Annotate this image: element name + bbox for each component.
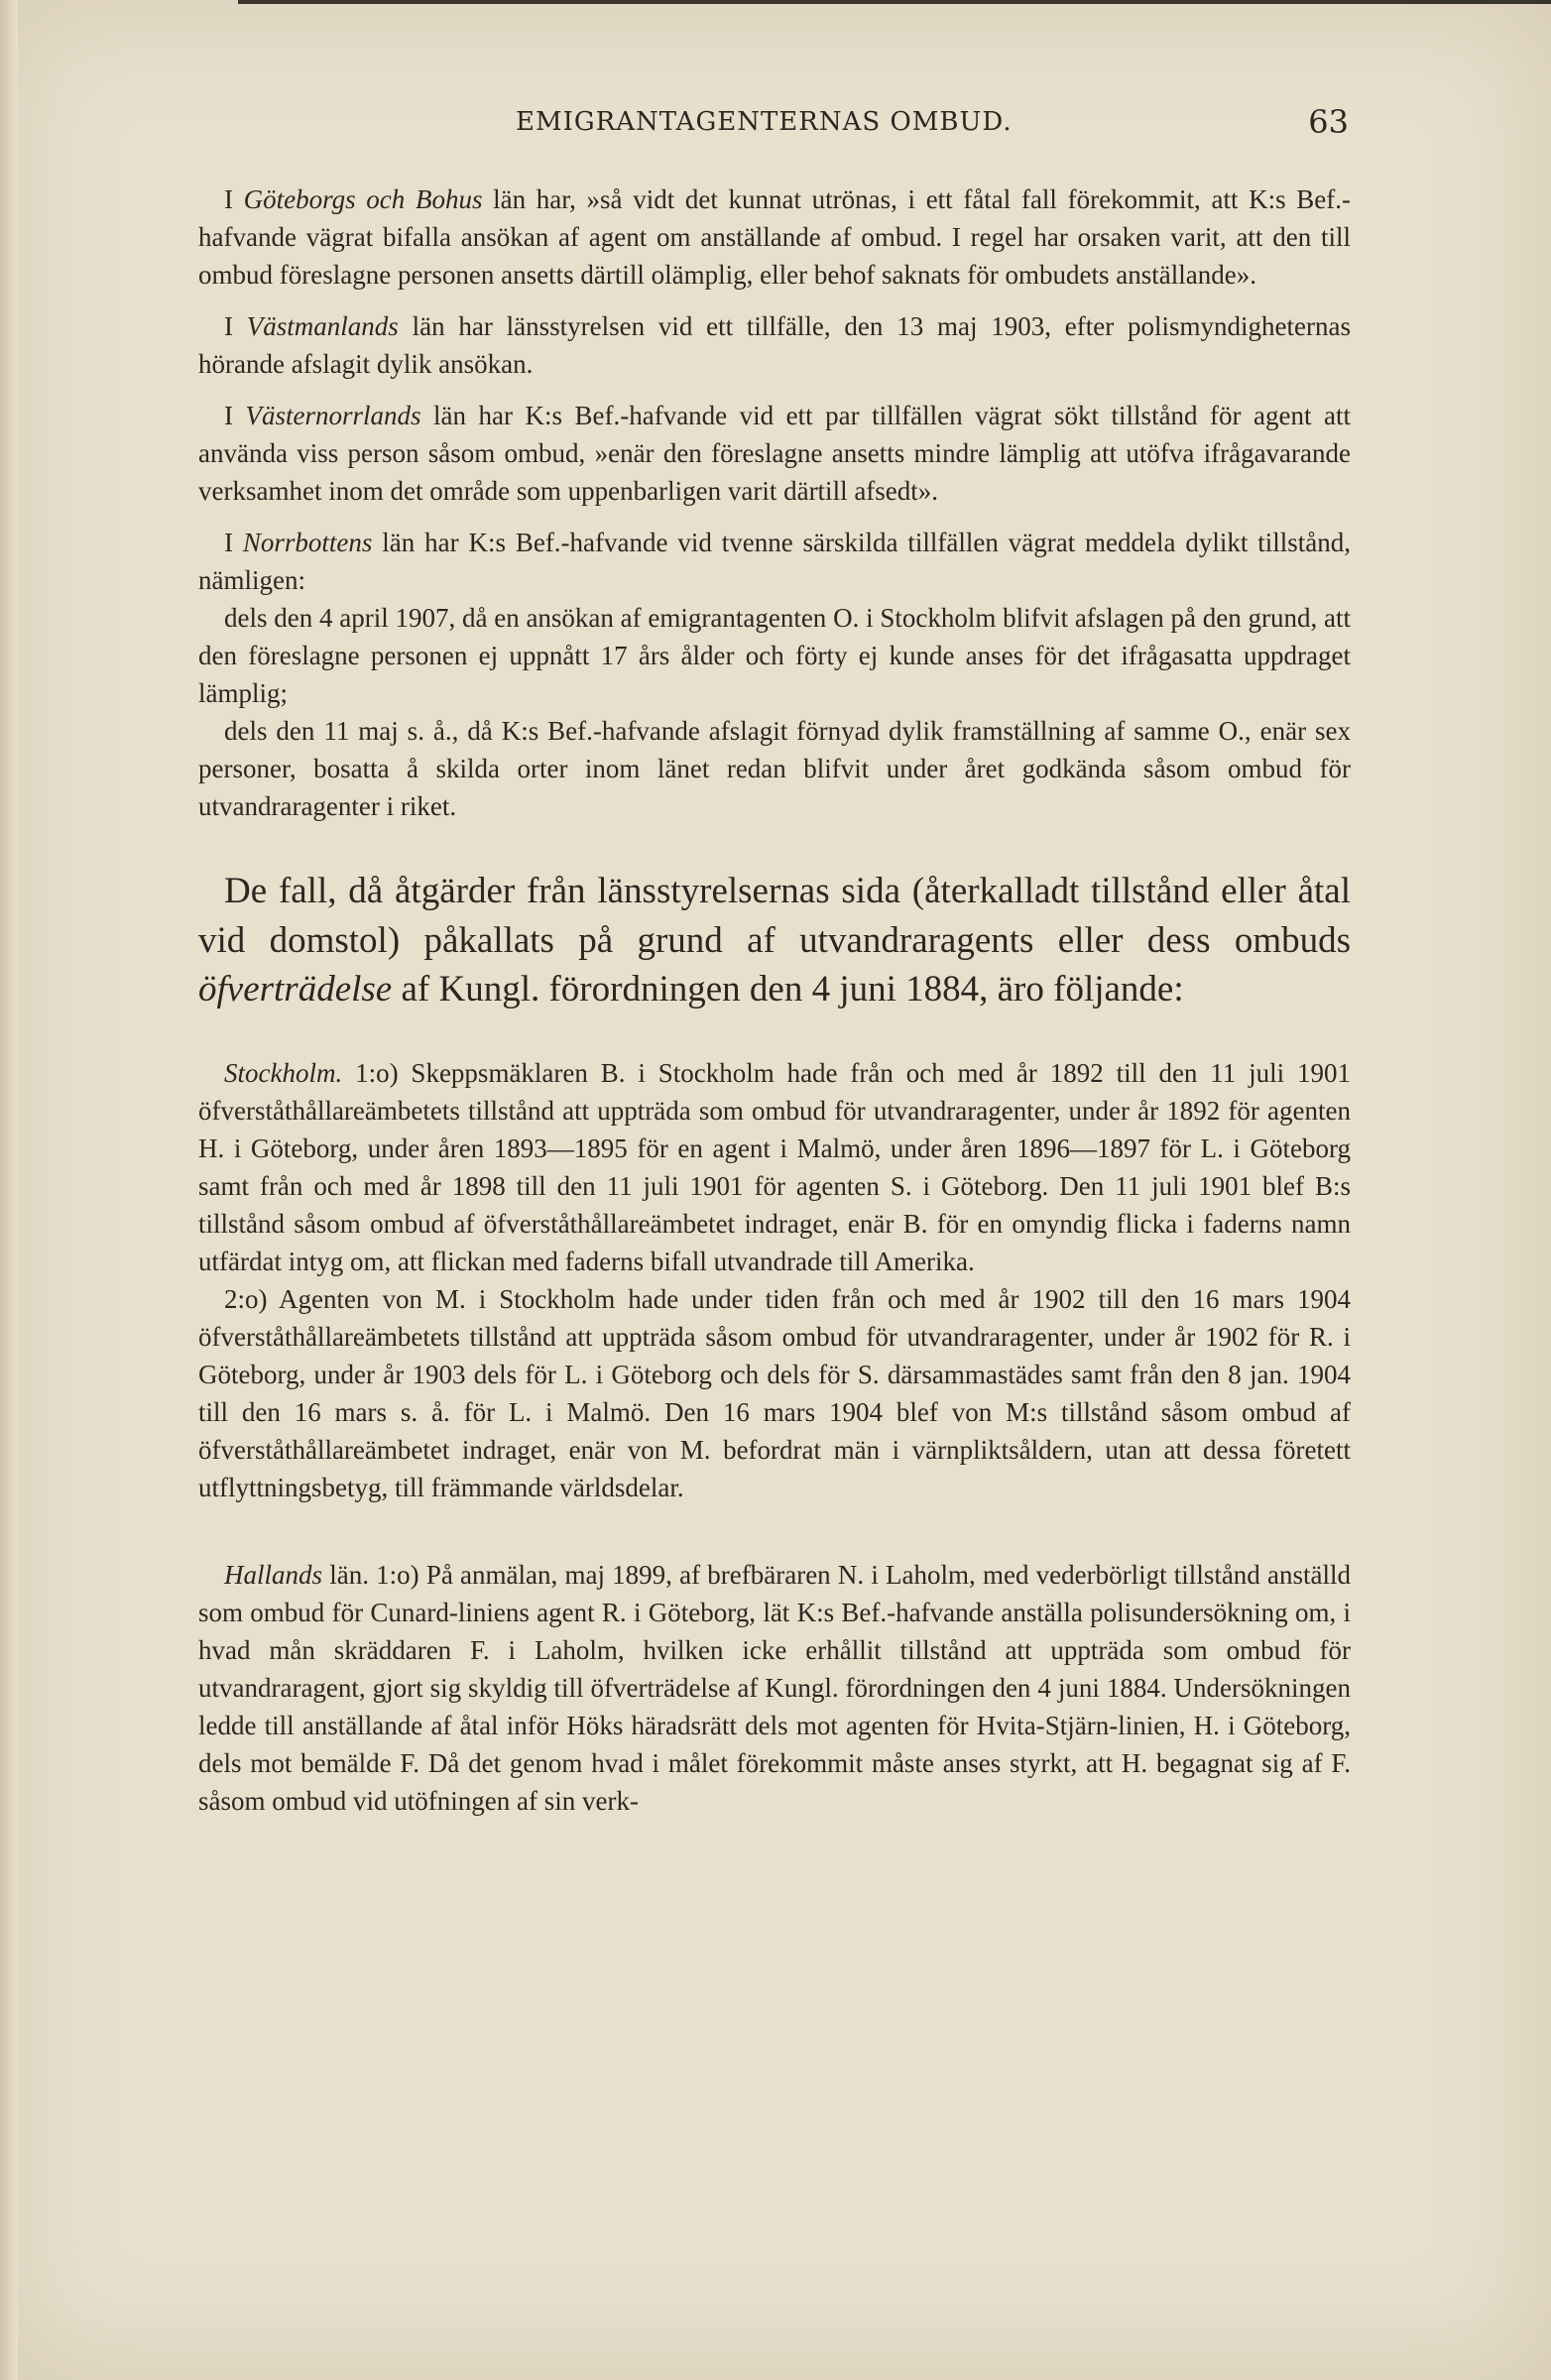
emphasis-italic: öfverträdelse <box>198 969 393 1010</box>
text-run: län har länsstyrelsen vid ett tillfälle, den 13 maj 1903, efter polismyndigheternas hörande afslagit dylik ansökan. <box>198 311 1351 379</box>
paragraph-goteborg <box>198 180 1351 294</box>
page-number: 63 <box>1308 103 1349 141</box>
county-name-italic: Hallands <box>224 1559 323 1590</box>
text-run: län har, »så vidt det kunnat utrönas, i ett fåtal fall förekommit, att K:s Bef.-hafvande vägrat bifalla ansökan af agent om anställande af ombud. I regel har orsaken varit, att den till ombud föreslagne personen ansetts därtill olämplig, eller behof saknats för ombudets anställande». <box>198 184 1351 290</box>
paragraph-dels-1: dels den 4 april 1907, då en ansökan af emigrantagenten O. i Stockholm blifvit afslagen på den grund, att den föreslagne personen ej uppnått 17 års ålder och förty ej kunde anses för det ifrågasatta uppdraget lämplig; <box>198 603 1351 708</box>
paragraph-dels-2: dels den 11 maj s. å., då K:s Bef.-hafvande afslagit förnyad dylik framställning af samme O., enär sex personer, bosatta å skilda orter inom länet redan blifvit under året godkända såsom ombud för utvandraragenter i riket. <box>198 716 1351 821</box>
body-text <box>198 180 1351 1820</box>
paragraph-stockholm-1 <box>198 1054 1351 1280</box>
page-header <box>198 103 1349 143</box>
county-name-italic: Stockholm. <box>224 1057 343 1088</box>
section-intro-large <box>198 867 1351 1014</box>
text-run: I <box>224 401 246 430</box>
text-run: län. 1:o) På anmälan, maj 1899, af brefbäraren N. i Laholm, med vederbörligt tillstånd anställd som ombud för Cunard-liniens agent R. i Göteborg, lät K:s Bef.-hafvande anställa polisundersökning om, i hvad mån skräddaren F. i Laholm, hvilken icke erhållit tillstånd att uppträda som ombud för utvandraragent, gjort sig skyldig till öfverträdelse af Kungl. förordningen den 4 juni 1884. Undersökningen ledde till anställande af åtal inför Höks häradsrätt dels mot agenten för Hvita-Stjärn-linien, H. i Göteborg, dels mot bemälde F. Då det genom hvad i målet förekommit måste anses styrkt, att H. begagnat sig af F. såsom ombud vid utöfningen af sin verk- <box>198 1559 1351 1816</box>
text-run: af Kungl. förordningen den 4 juni 1884, äro följande: <box>392 969 1184 1010</box>
county-name-italic: Västmanlands <box>246 311 399 341</box>
paragraph-vastmanland <box>198 307 1351 383</box>
county-name-italic: Norrbottens <box>242 528 373 557</box>
text-run: I <box>224 528 243 557</box>
paragraph-vasternorrland <box>198 397 1351 510</box>
page-gutter-shadow <box>0 0 18 2380</box>
text-run: I <box>224 184 244 214</box>
running-title: EMIGRANTAGENTERNAS OMBUD. <box>516 107 1013 137</box>
text-run: 1:o) Skeppsmäklaren B. i Stockholm hade från och med år 1892 till den 11 juli 1901 öfverståthållareämbetets tillstånd att uppträda som ombud för utvandraragenter, under år 1892 för agenten H. i Göteborg, under åren 1893—1895 för en agent i Malmö, under åren 1896—1897 för L. i Göteborg samt från och med år 1898 till den 11 juli 1901 för agenten S. i Göteborg. Den 11 juli 1901 blef B:s tillstånd såsom ombud af öfverståthållareämbetet indraget, enär B. för en omyndig flicka i faderns namn utfärdat intyg om, att flickan med faderns bifall utvandrade till Amerika. <box>198 1057 1351 1276</box>
text-run: län har K:s Bef.-hafvande vid tvenne särskilda tillfällen vägrat meddela dylikt tillstånd, nämligen: <box>198 528 1351 595</box>
paragraph-halland <box>198 1556 1351 1820</box>
county-name-italic: Västernorrlands <box>245 401 421 430</box>
text-run: De fall, då åtgärder från länsstyrelsernas sida (återkalladt tillstånd eller åtal vid domstol) påkallats på grund af utvandraragents eller dess ombuds <box>198 871 1351 961</box>
top-edge-rule <box>238 0 1551 4</box>
paragraph-stockholm-2: 2:o) Agenten von M. i Stockholm hade under tiden från och med år 1902 till den 16 mars 1904 öfverståthållareämbetets tillstånd att uppträda såsom ombud för utvandraragenter, under år 1902 för R. i Göteborg, under år 1903 dels för L. i Göteborg och dels för S. därsammastädes samt från den 8 jan. 1904 till den 16 mars s. å. för L. i Malmö. Den 16 mars 1904 blef von M:s tillstånd såsom ombud af öfverståthållareämbetet indraget, enär von M. befordrat män i värnpliktsåldern, utan att dessa företett utflyttningsbetyg, till främmande världsdelar. <box>198 1283 1351 1502</box>
text-run: län har K:s Bef.-hafvande vid ett par tillfällen vägrat sökt tillstånd för agent att använda viss person såsom ombud, »enär den föreslagne ansetts mindre lämplig att utöfva ifrågavarande verksamhet inom det område som uppenbarligen varit därtill afsedt». <box>198 401 1351 506</box>
county-name-italic: Göteborgs och Bohus <box>243 184 483 214</box>
paragraph-norrbotten <box>198 524 1351 599</box>
text-run: I <box>224 311 247 341</box>
